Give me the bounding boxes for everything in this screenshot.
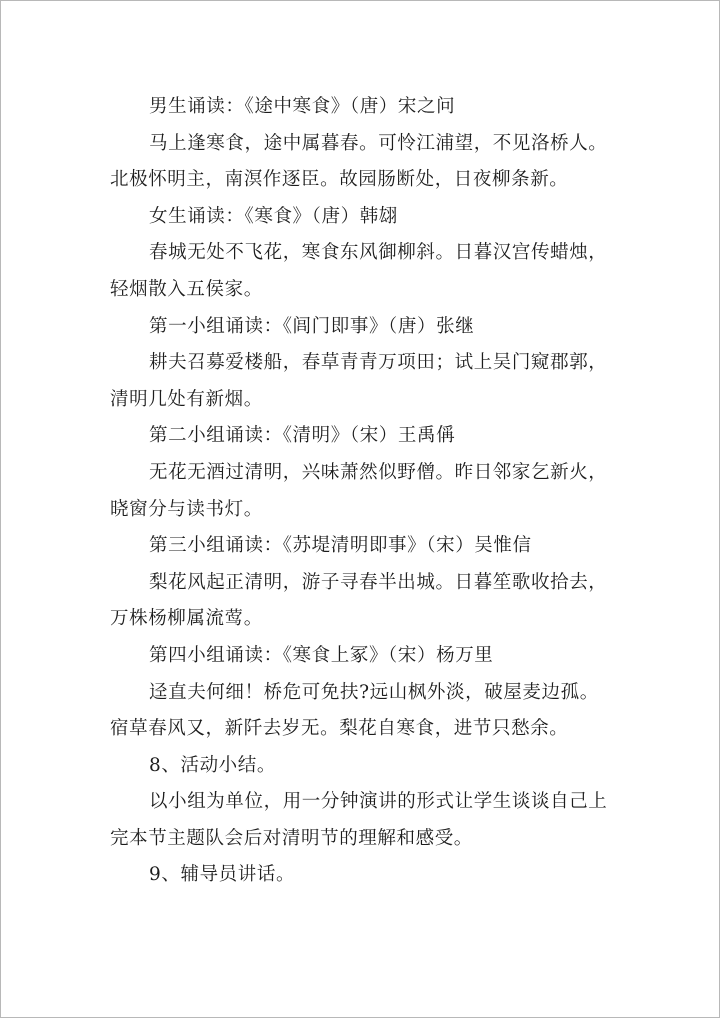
poem-line: 晓窗分与读书灯。: [110, 498, 263, 520]
recitation-heading-group-4: 第四小组诵读：《寒食上冢》（宋）杨万里: [149, 644, 494, 666]
paragraph-line: 以小组为单位，用一分钟演讲的形式让学生谈谈自己上: [149, 791, 608, 813]
recitation-heading-group-1: 第一小组诵读：《闾门即事》（唐）张继: [149, 315, 475, 337]
poem-line: 无花无酒过清明，兴味萧然似野僧。昨日邻家乞新火，: [149, 461, 608, 483]
paragraph-line: 完本节主题队会后对清明节的理解和感受。: [110, 827, 473, 849]
recitation-heading-group-3: 第三小组诵读：《苏堤清明即事》（宋）吴惟信: [149, 535, 532, 557]
recitation-heading-girls: 女生诵读：《寒食》（唐）韩翃: [149, 205, 398, 227]
section-heading-counselor-speech: 9、辅导员讲话。: [149, 864, 296, 886]
poem-line: 春城无处不飞花，寒食东风御柳斜。日暮汉宫传蜡烛，: [149, 242, 608, 264]
recitation-heading-group-2: 第二小组诵读：《清明》（宋）王禹偁: [149, 425, 456, 447]
section-heading-summary: 8、活动小结。: [149, 754, 276, 776]
poem-line: 迳直夫何细！桥危可免扶?远山枫外淡，破屋麦边孤。: [149, 681, 599, 703]
poem-line: 马上逢寒食，途中属暮春。可怜江浦望，不见洛桥人。: [149, 132, 608, 154]
poem-line: 轻烟散入五侯家。: [110, 278, 263, 300]
poem-line: 北极怀明主，南溟作逐臣。故园肠断处，日夜柳条新。: [110, 169, 569, 191]
poem-line: 耕夫召募爱楼船，春草青青万项田；试上吴门窥郡郭，: [149, 352, 608, 374]
poem-line: 万株杨柳属流莺。: [110, 608, 263, 630]
poem-line: 宿草春风又，新阡去岁无。梨花自寒食，进节只愁余。: [110, 718, 569, 740]
document-body: [110, 89, 610, 894]
recitation-heading-boys: 男生诵读：《途中寒食》（唐）宋之问: [149, 96, 456, 117]
poem-line: 清明几处有新烟。: [110, 388, 263, 410]
poem-line: 梨花风起正清明，游子寻春半出城。日暮笙歌收拾去，: [149, 571, 608, 593]
